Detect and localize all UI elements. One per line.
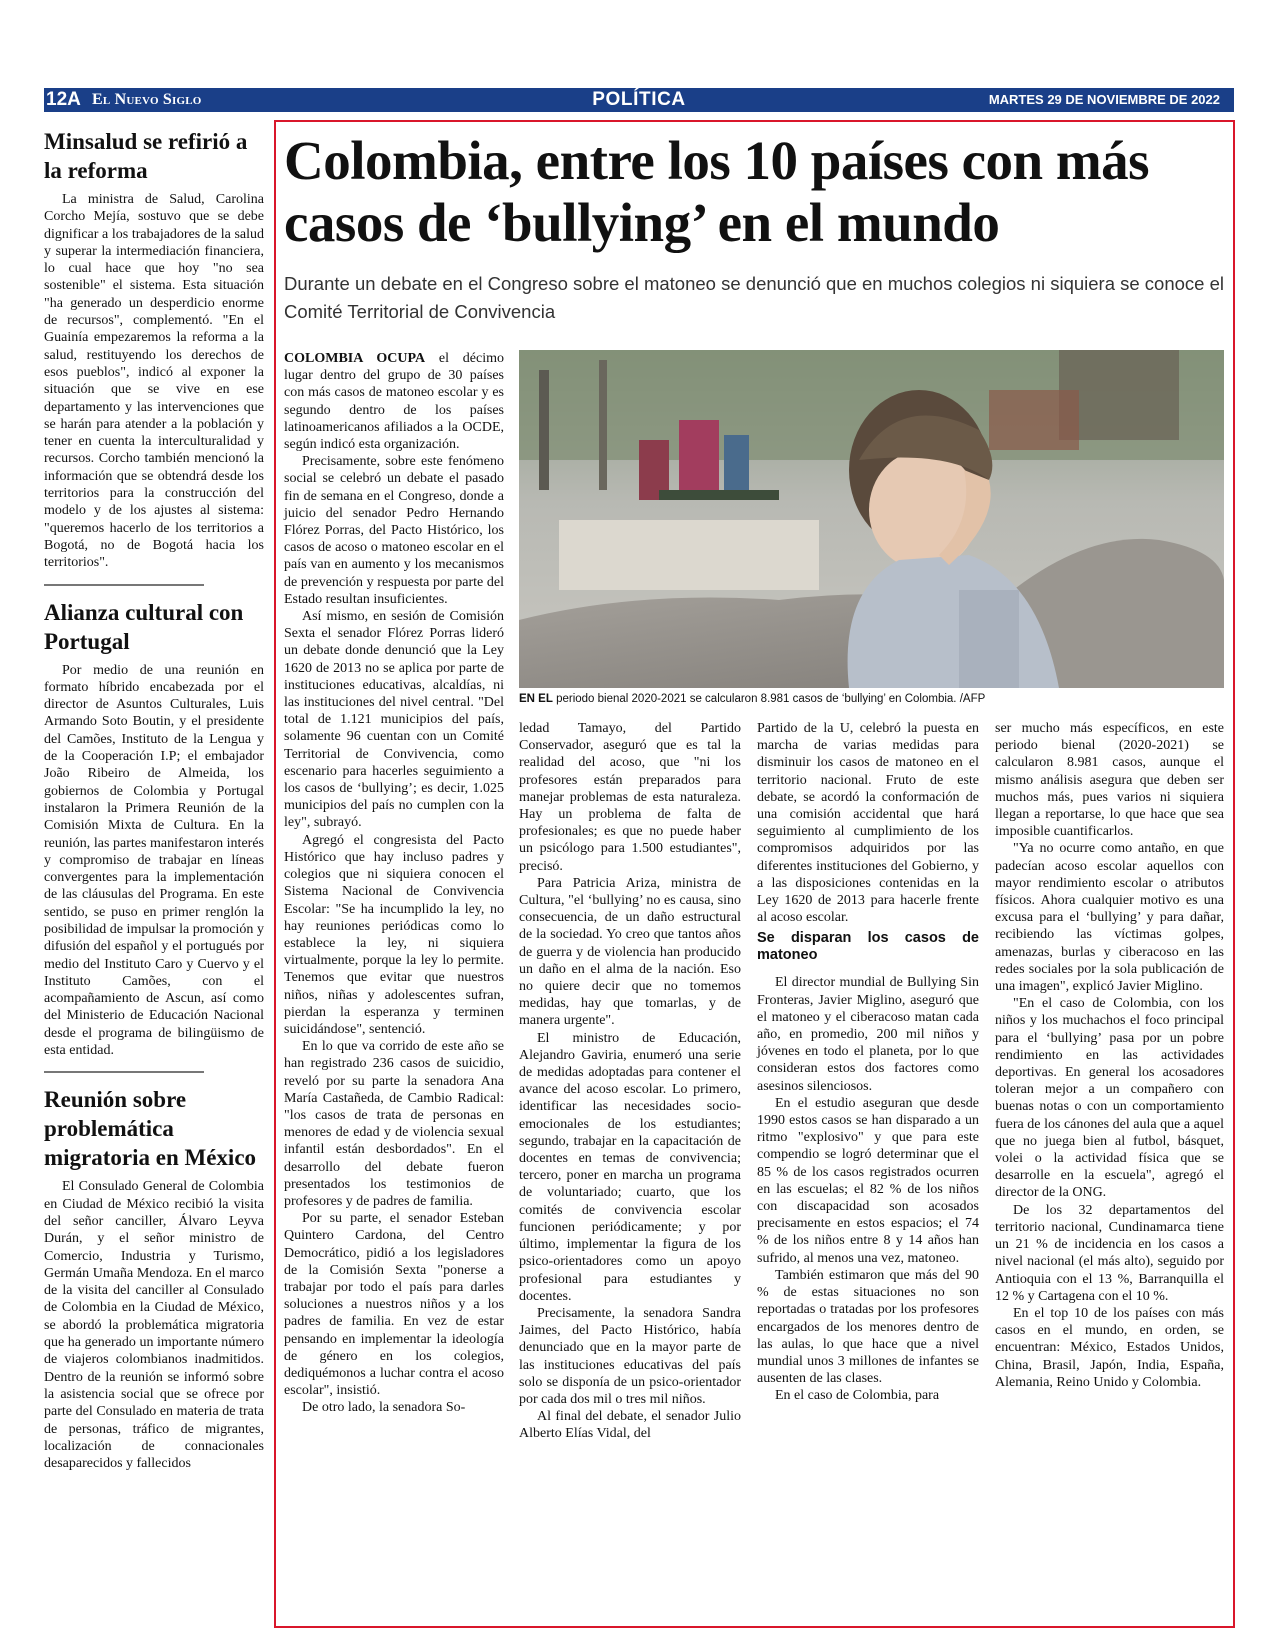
paragraph: ledad Tamayo, del Partido Conservador, aseguró que es tal la realidad del acoso, que "ni los profesores están preparados para manejar problemas de esta naturaleza. Hay un problema de falta de profesionales; es que no puede haber un psicólogo para 1.500 estudiantes", precisó. bbox=[519, 721, 741, 874]
paragraph: Al final del debate, el senador Julio Alberto Elías Vidal, del bbox=[519, 1409, 741, 1442]
brief-body: El Consulado General de Colombia en Ciudad de México recibió la visita del señor canciller, Álvaro Leyva Durán, y el señor ministro de Comercio, Industria y Turismo, Germán Umaña Mendoza. En el marco de la visita del canciller al Consulado de Colombia en la Ciudad de México, se abordó la problemática migratoria que ha generado un importante número de viajeros colombianos inadmitidos. Dentro de la reunión se informó sobre la asistencia social que se ofrece por parte del Consulado en materia de trata de personas, tráfico de migrantes, localización de connacionales desaparecidos y fallecidos bbox=[44, 1179, 264, 1472]
paragraph bbox=[284, 350, 504, 453]
article-column-3 bbox=[757, 720, 979, 1405]
paragraph: El director mundial de Bullying Sin Fronteras, Javier Miglino, aseguró que el matoneo y el ciberacoso matan cada año, en promedio, 200 mil niños y jóvenes en todo el planeta, por lo que consideran estos dos factores como asesinos silenciosos. bbox=[757, 975, 979, 1094]
paragraph: ser mucho más específicos, en este periodo bienal (2020-2021) se calcularon 8.981 casos, aunque el mismo análisis asegura que deben ser muchos más, pues varios ni siquiera llegan a reportarse, lo que hace que sea imposible cuantificarlos. bbox=[995, 721, 1224, 840]
brief-title: Minsalud se refirió a la reforma bbox=[44, 129, 248, 183]
paragraph: Por su parte, el senador Esteban Quintero Cardona, del Centro Democrático, pidió a los legisladores de la Comisión Sexta "ponerse a trabajar por todo el país para darles soluciones a nuestros niños y a los padres de familia. En vez de estar pensando en implementar la ideología de género en los colegios, dediquémonos a luchar contra el acoso escolar", insistió. bbox=[284, 1211, 504, 1399]
newspaper-name: El Nuevo Siglo bbox=[92, 91, 202, 108]
article-photo bbox=[519, 350, 1224, 688]
page-header-bar bbox=[44, 88, 1234, 112]
paragraph: Precisamente, sobre este fenómeno social se celebró un debate el pasado fin de semana en el Congreso, donde a juicio del senador Pedro Hernando Flórez Porras, del Pacto Histórico, los casos de acoso o matoneo escolar en el país van en aumento y los mecanismos de prevención y respuesta por parte del Estado resultan insuficientes. bbox=[284, 454, 504, 607]
article-headline: Colombia, entre los 10 países con más casos de ‘bullying’ en el mundo bbox=[284, 130, 1150, 253]
issue-date: MARTES 29 DE NOVIEMBRE DE 2022 bbox=[988, 92, 1220, 107]
brief-body: La ministra de Salud, Carolina Corcho Mejía, sostuvo que se debe dignificar a los trabajadores de la salud y superar la intermediación financiera, lo cual hace que hoy "no sea sostenible" el sistema. Esta situación "ha generado un desperdicio enorme de recursos", complementó. "En el Guainía empezaremos la reforma a la salud, restituyendo los derechos de esos pueblos", indicó al exponer la situación que se vive en ese departamento y las intervenciones que se harán para atender a la población y tener en cuenta la interculturalidad y recursos. Corcho también mencionó la información que se obtendrá desde los territorios para la construcción del modelo y de los ajustes al sistema: "queremos hacerlo de los territorios a Bogotá, no de Bogotá hacia los territorios". bbox=[44, 192, 264, 571]
brief-portugal bbox=[44, 598, 264, 1060]
brief-title: Alianza cultural con Portugal bbox=[44, 599, 244, 654]
brief-title: Reunión sobre problemática migratoria en México bbox=[44, 1087, 257, 1171]
paragraph: De los 32 departamentos del territorio nacional, Cundinamarca tiene un 21 % de incidencia en los casos a nivel nacional (el más alto), seguido por Antioquia con el 13 %, Barranquilla el 12 % y Cartagena con el 10 %. bbox=[995, 1202, 1224, 1304]
paragraph: Precisamente, la senadora Sandra Jaimes, del Pacto Histórico, había denunciado que en la mayor parte de las instituciones educativas del país solo se disponía de un psico-orientador por cada dos mil o tres mil niños. bbox=[519, 1305, 741, 1407]
paragraph: En lo que va corrido de este año se han registrado 236 casos de suicidio, reveló por su parte la senadora Ana María Castañeda, de Cambio Radical: "los casos de trata de personas en menores de edad y de violencia sexual infantil están desbordados". En el desarrollo del debate fueron presentados los testimonios de profesores y de padres de familia. bbox=[284, 1039, 504, 1209]
photo-credit: /AFP bbox=[959, 693, 986, 705]
lead-text: el décimo lugar dentro del grupo de 30 países con más casos de matoneo escolar y es segundo dentro de los países latinoamericanos afiliados a la OCDE, según indicó esta organización. bbox=[284, 351, 504, 453]
paragraph: "Ya no ocurre como antaño, en que padecían acoso escolar aquellos con mayor rendimiento escolar o atributos físicos. Ahora cualquier motivo es una excusa para el ‘bullying’ y para dañar, recibiendo las víctimas golpes, amenazas, burlas y ciberacoso en las redes sociales por la sola publicación de una imagen", explicó Javier Miglino. bbox=[995, 841, 1224, 995]
section-name: POLÍTICA bbox=[592, 89, 686, 110]
paragraph: Para Patricia Ariza, ministra de Cultura, "el ‘bullying’ no es causa, sino consecuencia, de un daño estructural de la sociedad. Yo creo que tantos años de guerra y de violencia han producido un daño en el alma de la nación. Eso no quiere decir que no tomemos medidas, hay que tomarlas, y de manera urgente". bbox=[519, 875, 741, 1029]
paragraph: De otro lado, la senadora So- bbox=[302, 1400, 466, 1416]
subheading: Se disparan los casos de matoneo bbox=[757, 930, 979, 964]
divider bbox=[44, 1071, 204, 1073]
brief-body: Por medio de una reunión en formato híbrido encabezada por el director de Asuntos Culturales, Luis Armando Soto Boutin, y el presidente del Camões, Instituto de la Lengua y de la Cooperación I.P; el embajador João Ribeiro de Almeida, los gobiernos de Colombia y Portugal instalaron la Primera Reunión de la Comisión Mixta de Cultura. En la reunión, las partes manifestaron interés y compromiso de trabajar en líneas convergentes para la implementación de las cláusulas del Programa. En este sentido, se puso en primer renglón la posibilidad de impulsar la promoción y difusión del español y el portugués por medio del Instituto Caro y Cuervo y el Instituto Camões, con el acompañamiento de Ascun, así como del Ministerio de Educación Nacional desde el programa de bilingüismo de esta entidad. bbox=[44, 662, 264, 1059]
caption-lead: EN EL bbox=[519, 693, 553, 705]
article-column-4 bbox=[995, 720, 1224, 1391]
paragraph: Partido de la U, celebró la puesta en marcha de varias medidas para disminuir los casos de matoneo en el territorio nacional. Fruto de este debate, se acordó la conformación de una comisión accidental que hará seguimiento al cumplimiento de los compromisos adquiridos por las diferentes instituciones del Gobierno, y a las disposiciones contenidas en la Ley 1620 de 2013 para hacerle frente al acoso escolar. bbox=[757, 721, 979, 926]
paragraph: El ministro de Educación, Alejandro Gaviria, enumeró una serie de medidas adoptadas para contener el avance del acoso escolar. Lo primero, identificar las necesidades socio-emocionales de los estudiantes; segundo, trabajar en la capacitación de docentes en temas de convivencia; tercero, poner en marcha un programa de voluntariado; cuarto, que los comités de convivencia escolar funcionen periódicamente; y por último, implementar la figura de los psico-orientadores como un apoyo profesional para estudiantes y docentes. bbox=[519, 1030, 741, 1304]
paragraph: En el caso de Colombia, para bbox=[775, 1388, 940, 1404]
paragraph: Así mismo, en sesión de Comisión Sexta el senador Flórez Porras lideró un debate donde denunció que la Ley 1620 de 2013 no se aplica por parte de instituciones educativas, alcaldías, ni las instituciones del nivel central. "Del total de 1.121 municipios del país, solamente 96 cuentan con un Comité Territorial de Convivencia, como escenario para hacerles seguimiento a los casos de ‘bullying’; es decir, 1.025 municipios del país no cumplen con la ley", subrayó. bbox=[284, 609, 504, 831]
sidebar-briefs bbox=[44, 127, 264, 1472]
divider bbox=[44, 584, 204, 586]
paragraph: Agregó el congresista del Pacto Histórico que hay incluso padres y colegios que ni siquiera conocen el Sistema Nacional de Convivencia Escolar: "Se ha incumplido la ley, no hay reuniones periódicas como lo establece la ley, ni siquiera virtualmente, porque la ley lo permite. Tenemos que evitar que nuestros niños, niñas y adolescentes sufran, pierdan la esperanza y terminen suicidándose", sentenció. bbox=[284, 832, 504, 1037]
caption-text: periodo bienal 2020-2021 se calcularon 8.981 casos de ‘bullying’ en Colombia. bbox=[556, 693, 957, 705]
article-column-2 bbox=[519, 720, 741, 1443]
photo-caption bbox=[519, 692, 1224, 706]
paragraph: "En el caso de Colombia, con los niños y los muchachos el foco principal para el ‘bullying’ pasa por un pobre rendimiento en las actividades deportivas. En general los acosadores toleran mejor a un compañero con buenas notas o con un comportamiento fuera de los cánones del aula que a aquel que no juega bien al futbol, básquet, volei o la actividad física que se desarrolle en la escuela", agregó el director de la ONG. bbox=[995, 996, 1224, 1201]
page-number: 12A bbox=[46, 89, 81, 110]
boy-covering-face-image bbox=[519, 350, 1224, 688]
article-column-1 bbox=[284, 350, 504, 1417]
paragraph: En el top 10 de los países con más casos en el mundo, en orden, se encuentran: México, Estados Unidos, China, Brasil, Japón, India, España, Alemania, Reino Unido y Colombia. bbox=[995, 1305, 1224, 1390]
lead-kicker: COLOMBIA OCUPA bbox=[284, 351, 426, 366]
article-dek: Durante un debate en el Congreso sobre el matoneo se denunció que en muchos colegios ni siquiera se conoce el Comité Territorial de Convivencia bbox=[284, 273, 1225, 322]
paragraph: También estimaron que más del 90 % de estas situaciones no son reportadas o tratadas por los profesores encargados de los menores dentro de las aulas, lo que hace que a nivel mundial unos 3 millones de infantes se ausenten de las clases. bbox=[757, 1267, 979, 1387]
brief-mexico bbox=[44, 1085, 264, 1472]
brief-minsalud bbox=[44, 127, 264, 572]
paragraph: En el estudio aseguran que desde 1990 estos casos se han disparado a un ritmo "explosivo" y que para este compendio se logró determinar que el 85 % de los casos registrados ocurren en las escuelas; el 82 % de los niños con discapacidad son acosados precisamente en estos espacios; el 74 % de los niños entre 8 y 14 años han sufrido, al menos una vez, matoneo. bbox=[757, 1095, 979, 1266]
